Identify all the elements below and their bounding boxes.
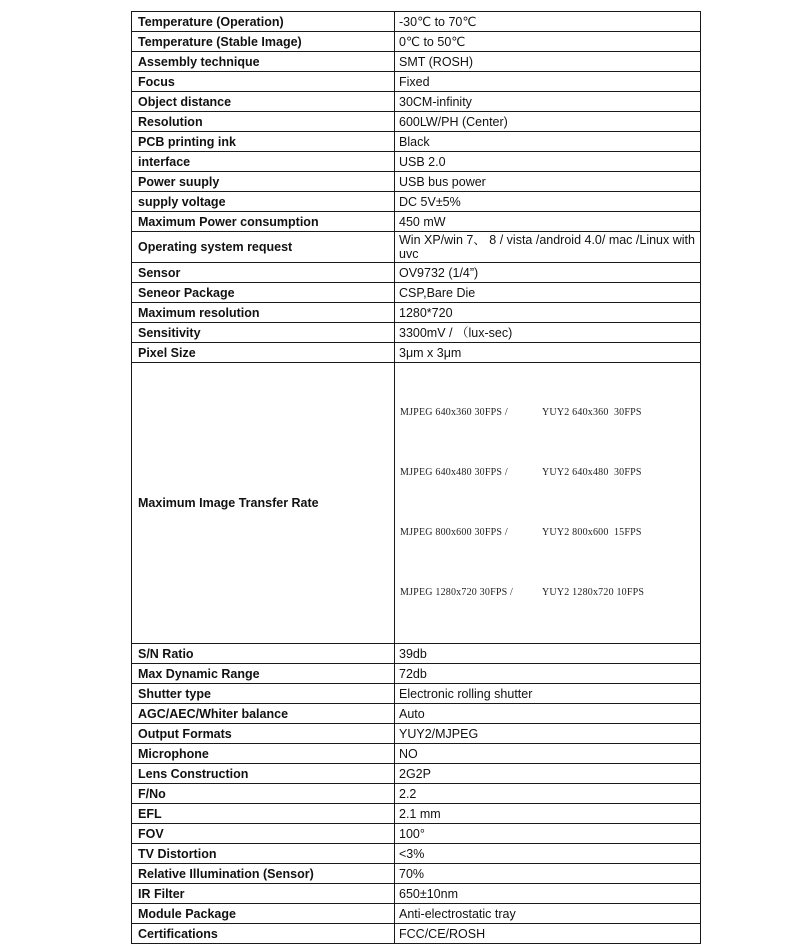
spec-label: Maximum Image Transfer Rate	[132, 363, 395, 644]
transfer-rate-yuy2: YUY2 1280x720 10FPS	[542, 587, 645, 598]
spec-value: 650±10nm	[395, 884, 701, 904]
spec-value: 2.2	[395, 784, 701, 804]
spec-value: 2G2P	[395, 764, 701, 784]
spec-label: Pixel Size	[132, 343, 395, 363]
spec-value: Fixed	[395, 72, 701, 92]
spec-value: FCC/CE/ROSH	[395, 924, 701, 944]
spec-label: Assembly technique	[132, 52, 395, 72]
spec-value: <3%	[395, 844, 701, 864]
spec-row-maximum-image-transfer-rate	[132, 363, 701, 644]
spec-value: 70%	[395, 864, 701, 884]
spec-value: 30CM-infinity	[395, 92, 701, 112]
spec-row-relative-illumination	[132, 864, 701, 884]
spec-value: Anti-electrostatic tray	[395, 904, 701, 924]
transfer-rate-line	[400, 583, 696, 603]
spec-label: Shutter type	[132, 684, 395, 704]
spec-label: Focus	[132, 72, 395, 92]
spec-value: OV9732 (1/4”)	[395, 263, 701, 283]
spec-label: Temperature (Operation)	[132, 12, 395, 32]
transfer-rate-list	[399, 363, 696, 643]
spec-value: 72db	[395, 664, 701, 684]
spec-row-agc-aec-white-balance	[132, 704, 701, 724]
spec-row-focus	[132, 72, 701, 92]
spec-value: NO	[395, 744, 701, 764]
spec-value: 2.1 mm	[395, 804, 701, 824]
spec-label: Certifications	[132, 924, 395, 944]
spec-row-temperature-stable-image	[132, 32, 701, 52]
spec-value: 100°	[395, 824, 701, 844]
spec-row-microphone	[132, 744, 701, 764]
spec-value: Win XP/win 7、 8 / vista /android 4.0/ mac /Linux with uvc	[395, 232, 701, 263]
spec-label: Maximum resolution	[132, 303, 395, 323]
spec-row-shutter-type	[132, 684, 701, 704]
spec-label: Max Dynamic Range	[132, 664, 395, 684]
spec-row-module-package	[132, 904, 701, 924]
spec-label: Microphone	[132, 744, 395, 764]
spec-label: interface	[132, 152, 395, 172]
transfer-rate-line	[400, 523, 696, 543]
spec-label: Sensor	[132, 263, 395, 283]
spec-value: 39db	[395, 644, 701, 664]
spec-row-certifications	[132, 924, 701, 944]
spec-value-transfer-rates	[395, 363, 701, 644]
spec-row-pixel-size	[132, 343, 701, 363]
spec-label: supply voltage	[132, 192, 395, 212]
spec-label: TV Distortion	[132, 844, 395, 864]
spec-label: AGC/AEC/Whiter balance	[132, 704, 395, 724]
spec-row-operating-system-request	[132, 232, 701, 263]
spec-value: SMT (ROSH)	[395, 52, 701, 72]
transfer-rate-yuy2: YUY2 800x600 15FPS	[542, 527, 642, 538]
transfer-rate-line	[400, 403, 696, 423]
spec-label: Power suuply	[132, 172, 395, 192]
spec-label: F/No	[132, 784, 395, 804]
spec-label: FOV	[132, 824, 395, 844]
transfer-rate-yuy2: YUY2 640x360 30FPS	[542, 407, 642, 418]
spec-row-efl	[132, 804, 701, 824]
spec-row-sn-ratio	[132, 644, 701, 664]
spec-table	[131, 11, 701, 944]
spec-value: YUY2/MJPEG	[395, 724, 701, 744]
spec-label: EFL	[132, 804, 395, 824]
spec-row-temperature-operation	[132, 12, 701, 32]
spec-row-sensor	[132, 263, 701, 283]
spec-value: 600LW/PH (Center)	[395, 112, 701, 132]
transfer-rate-mjpeg: MJPEG 1280x720 30FPS /	[400, 587, 514, 598]
spec-label: Maximum Power consumption	[132, 212, 395, 232]
spec-row-pcb-printing-ink	[132, 132, 701, 152]
spec-value: Electronic rolling shutter	[395, 684, 701, 704]
spec-label: Resolution	[132, 112, 395, 132]
spec-row-supply-voltage	[132, 192, 701, 212]
spec-row-f-no	[132, 784, 701, 804]
spec-value: 3300mV / （lux-sec)	[395, 323, 701, 343]
spec-label: Object distance	[132, 92, 395, 112]
spec-row-fov	[132, 824, 701, 844]
spec-row-tv-distortion	[132, 844, 701, 864]
spec-label: S/N Ratio	[132, 644, 395, 664]
spec-row-output-formats	[132, 724, 701, 744]
spec-row-maximum-power-consumption	[132, 212, 701, 232]
spec-value: CSP,Bare Die	[395, 283, 701, 303]
spec-row-maximum-resolution	[132, 303, 701, 323]
spec-value: Auto	[395, 704, 701, 724]
spec-label: Relative Illumination (Sensor)	[132, 864, 395, 884]
spec-label: Module Package	[132, 904, 395, 924]
spec-label: IR Filter	[132, 884, 395, 904]
spec-label: Sensitivity	[132, 323, 395, 343]
transfer-rate-yuy2: YUY2 640x480 30FPS	[542, 467, 642, 478]
spec-label: Seneor Package	[132, 283, 395, 303]
spec-label: Operating system request	[132, 232, 395, 263]
spec-row-sensitivity	[132, 323, 701, 343]
spec-label: Output Formats	[132, 724, 395, 744]
spec-row-lens-construction	[132, 764, 701, 784]
transfer-rate-mjpeg: MJPEG 640x360 30FPS /	[400, 407, 508, 418]
transfer-rate-mjpeg: MJPEG 640x480 30FPS /	[400, 467, 508, 478]
spec-label: PCB printing ink	[132, 132, 395, 152]
spec-label: Temperature (Stable Image)	[132, 32, 395, 52]
spec-value: 3μm x 3μm	[395, 343, 701, 363]
spec-value: USB 2.0	[395, 152, 701, 172]
spec-label: Lens Construction	[132, 764, 395, 784]
spec-row-object-distance	[132, 92, 701, 112]
spec-value: DC 5V±5%	[395, 192, 701, 212]
transfer-rate-line	[400, 463, 696, 483]
transfer-rate-mjpeg: MJPEG 800x600 30FPS /	[400, 527, 508, 538]
spec-row-max-dynamic-range	[132, 664, 701, 684]
spec-value: Black	[395, 132, 701, 152]
spec-value: 1280*720	[395, 303, 701, 323]
spec-value: -30℃ to 70℃	[395, 12, 701, 32]
spec-row-power-supply	[132, 172, 701, 192]
spec-row-ir-filter	[132, 884, 701, 904]
spec-row-resolution	[132, 112, 701, 132]
spec-row-interface	[132, 152, 701, 172]
spec-row-sensor-package	[132, 283, 701, 303]
spec-row-assembly-technique	[132, 52, 701, 72]
spec-value: 450 mW	[395, 212, 701, 232]
spec-value: USB bus power	[395, 172, 701, 192]
spec-value: 0℃ to 50℃	[395, 32, 701, 52]
